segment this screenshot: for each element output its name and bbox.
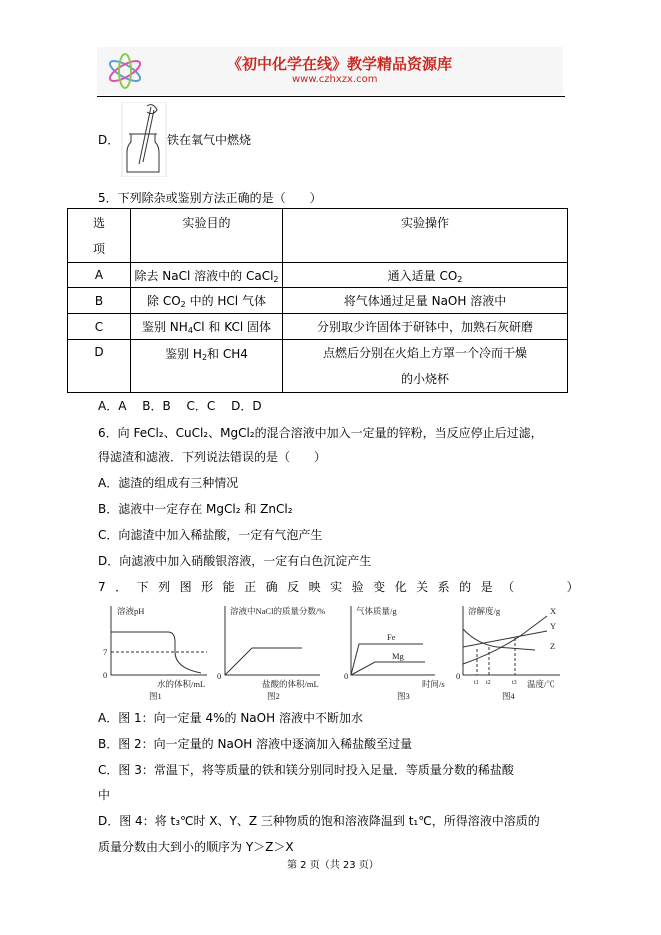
header-title: 《初中化学在线》教学精品资源库 — [227, 55, 453, 73]
row-purpose: 除 $CO_2$ 中的 HCl 气体 — [131, 288, 283, 314]
fig4-origin: 0 — [456, 671, 461, 681]
header-url: www.czhxzx.com — [292, 74, 378, 85]
fig4-ylabel: 溶解度/g — [468, 606, 501, 616]
q7-option-b: B．图 2：向一定量的 NaOH 溶液中逐滴加入稀盐酸至过量 — [98, 737, 413, 751]
row-option: A — [68, 263, 131, 288]
fig4-series-y: Y — [550, 621, 557, 631]
q6-option-c: C．向滤渣中加入稀盐酸，一定有气泡产生 — [98, 528, 323, 542]
page-footer: 第 2 页（共 23 页） — [287, 860, 379, 871]
figure-2 — [225, 606, 320, 675]
q5-answers: A．A B．B C．C D．D — [98, 399, 262, 413]
row-option: B — [68, 288, 131, 314]
fig4-series-x: X — [550, 606, 557, 616]
q6-option-a: A．滤渣的组成有三种情况 — [98, 476, 239, 490]
row-purpose: 除去 NaCl 溶液中的 CaCl$_2$ — [131, 263, 283, 288]
q7-stem: 7．下列图形能正确反映实验变化关系的是（ ） — [98, 580, 589, 594]
row-operation: 分别取少许固体于研钵中，加熟石灰研磨 — [283, 314, 568, 340]
fig1-ylabel: 溶液pH — [117, 606, 145, 616]
atom-logo-icon — [105, 53, 145, 89]
row-operation: 通入适量 $CO_2$ — [283, 263, 568, 288]
fig4-tick-t1: t1 — [474, 680, 479, 686]
fig4-caption: 图4 — [502, 691, 515, 701]
q5-table — [67, 208, 568, 393]
row-purpose: 鉴别 $NH_4Cl$ 和 KCl 固体 — [131, 314, 283, 340]
header-banner — [97, 47, 563, 95]
q7-option-d-cont: 质量分数由大到小的顺序为 Y＞Z＞X — [98, 840, 294, 854]
header-operation: 实验操作 — [283, 209, 568, 263]
fig4-series-z: Z — [550, 641, 556, 651]
table-row — [68, 288, 568, 314]
q7-option-c: C．图 3：常温下，将等质量的铁和镁分别同时投入足量．等质量分数的稀盐酸 — [98, 763, 514, 777]
fig1-tick: 7 — [103, 647, 108, 657]
row-purpose: 鉴别 $H_2$和 CH4 — [131, 340, 283, 393]
q7-figures — [97, 602, 563, 704]
header-purpose: 实验目的 — [131, 209, 283, 263]
fig4-tick-t3: t3 — [512, 680, 517, 686]
fig2-caption: 图2 — [267, 691, 280, 701]
q6-option-d: D．向滤液中加入硝酸银溶液，一定有白色沉淀产生 — [98, 554, 372, 568]
q4-option-d-label: D． — [98, 133, 120, 147]
q6-stem-line1: 6．向 FeCl₂、CuCl₂、MgCl₂的混合溶液中加入一定量的锌粉，当反应停止后过滤， — [98, 426, 543, 440]
fig3-origin: 0 — [344, 671, 349, 681]
row-option: D — [68, 340, 131, 393]
fig1-origin: 0 — [103, 670, 108, 680]
header-divider — [97, 96, 565, 97]
q7-option-a: A．图 1：向一定量 4%的 NaOH 溶液中不断加水 — [98, 711, 363, 725]
iron-burning-bottle-image — [121, 102, 167, 177]
q6-stem-line2: 得滤渣和滤液．下列说法错误的是（ ） — [98, 450, 327, 464]
fig3-ylabel: 气体质量/g — [356, 606, 397, 616]
fig3-series-fe: Fe — [387, 632, 396, 642]
table-header-row — [68, 209, 568, 263]
header-option: 选 项 — [68, 209, 131, 263]
row-option: C — [68, 314, 131, 340]
q4-option-d-text: 铁在氧气中燃烧 — [167, 133, 252, 147]
q7-option-d: D．图 4：将 t₃℃时 X、Y、Z 三种物质的饱和溶液降温到 t₁℃，所得溶液中溶质的 — [98, 814, 540, 828]
fig4-xlabel: 温度/℃ — [527, 679, 555, 689]
fig3-caption: 图3 — [397, 691, 410, 701]
figure-4 — [463, 606, 560, 675]
table-row — [68, 263, 568, 288]
q6-option-b: B．滤液中一定存在 MgCl₂ 和 ZnCl₂ — [98, 502, 293, 516]
fig1-xlabel: 水的体积/mL — [157, 679, 206, 689]
q7-option-c-cont: 中 — [98, 788, 111, 802]
fig2-ylabel: 溶液中NaCl的质量分数/% — [230, 606, 326, 616]
table-row — [68, 314, 568, 340]
fig2-origin: 0 — [217, 671, 222, 681]
fig2-xlabel: 盐酸的体积/mL — [262, 679, 319, 689]
fig3-series-mg: Mg — [392, 651, 404, 661]
q5-stem: 5．下列除杂或鉴别方法正确的是（ ） — [98, 191, 322, 205]
fig4-tick-t2: t2 — [486, 680, 491, 686]
figure-1 — [111, 606, 207, 675]
fig3-xlabel: 时间/s — [422, 679, 445, 689]
fig1-caption: 图1 — [149, 691, 162, 701]
row-operation: 将气体通过足量 NaOH 溶液中 — [283, 288, 568, 314]
row-operation: 点燃后分别在火焰上方罩一个冷而干燥的小烧杯 — [283, 340, 568, 393]
table-row — [68, 340, 568, 393]
